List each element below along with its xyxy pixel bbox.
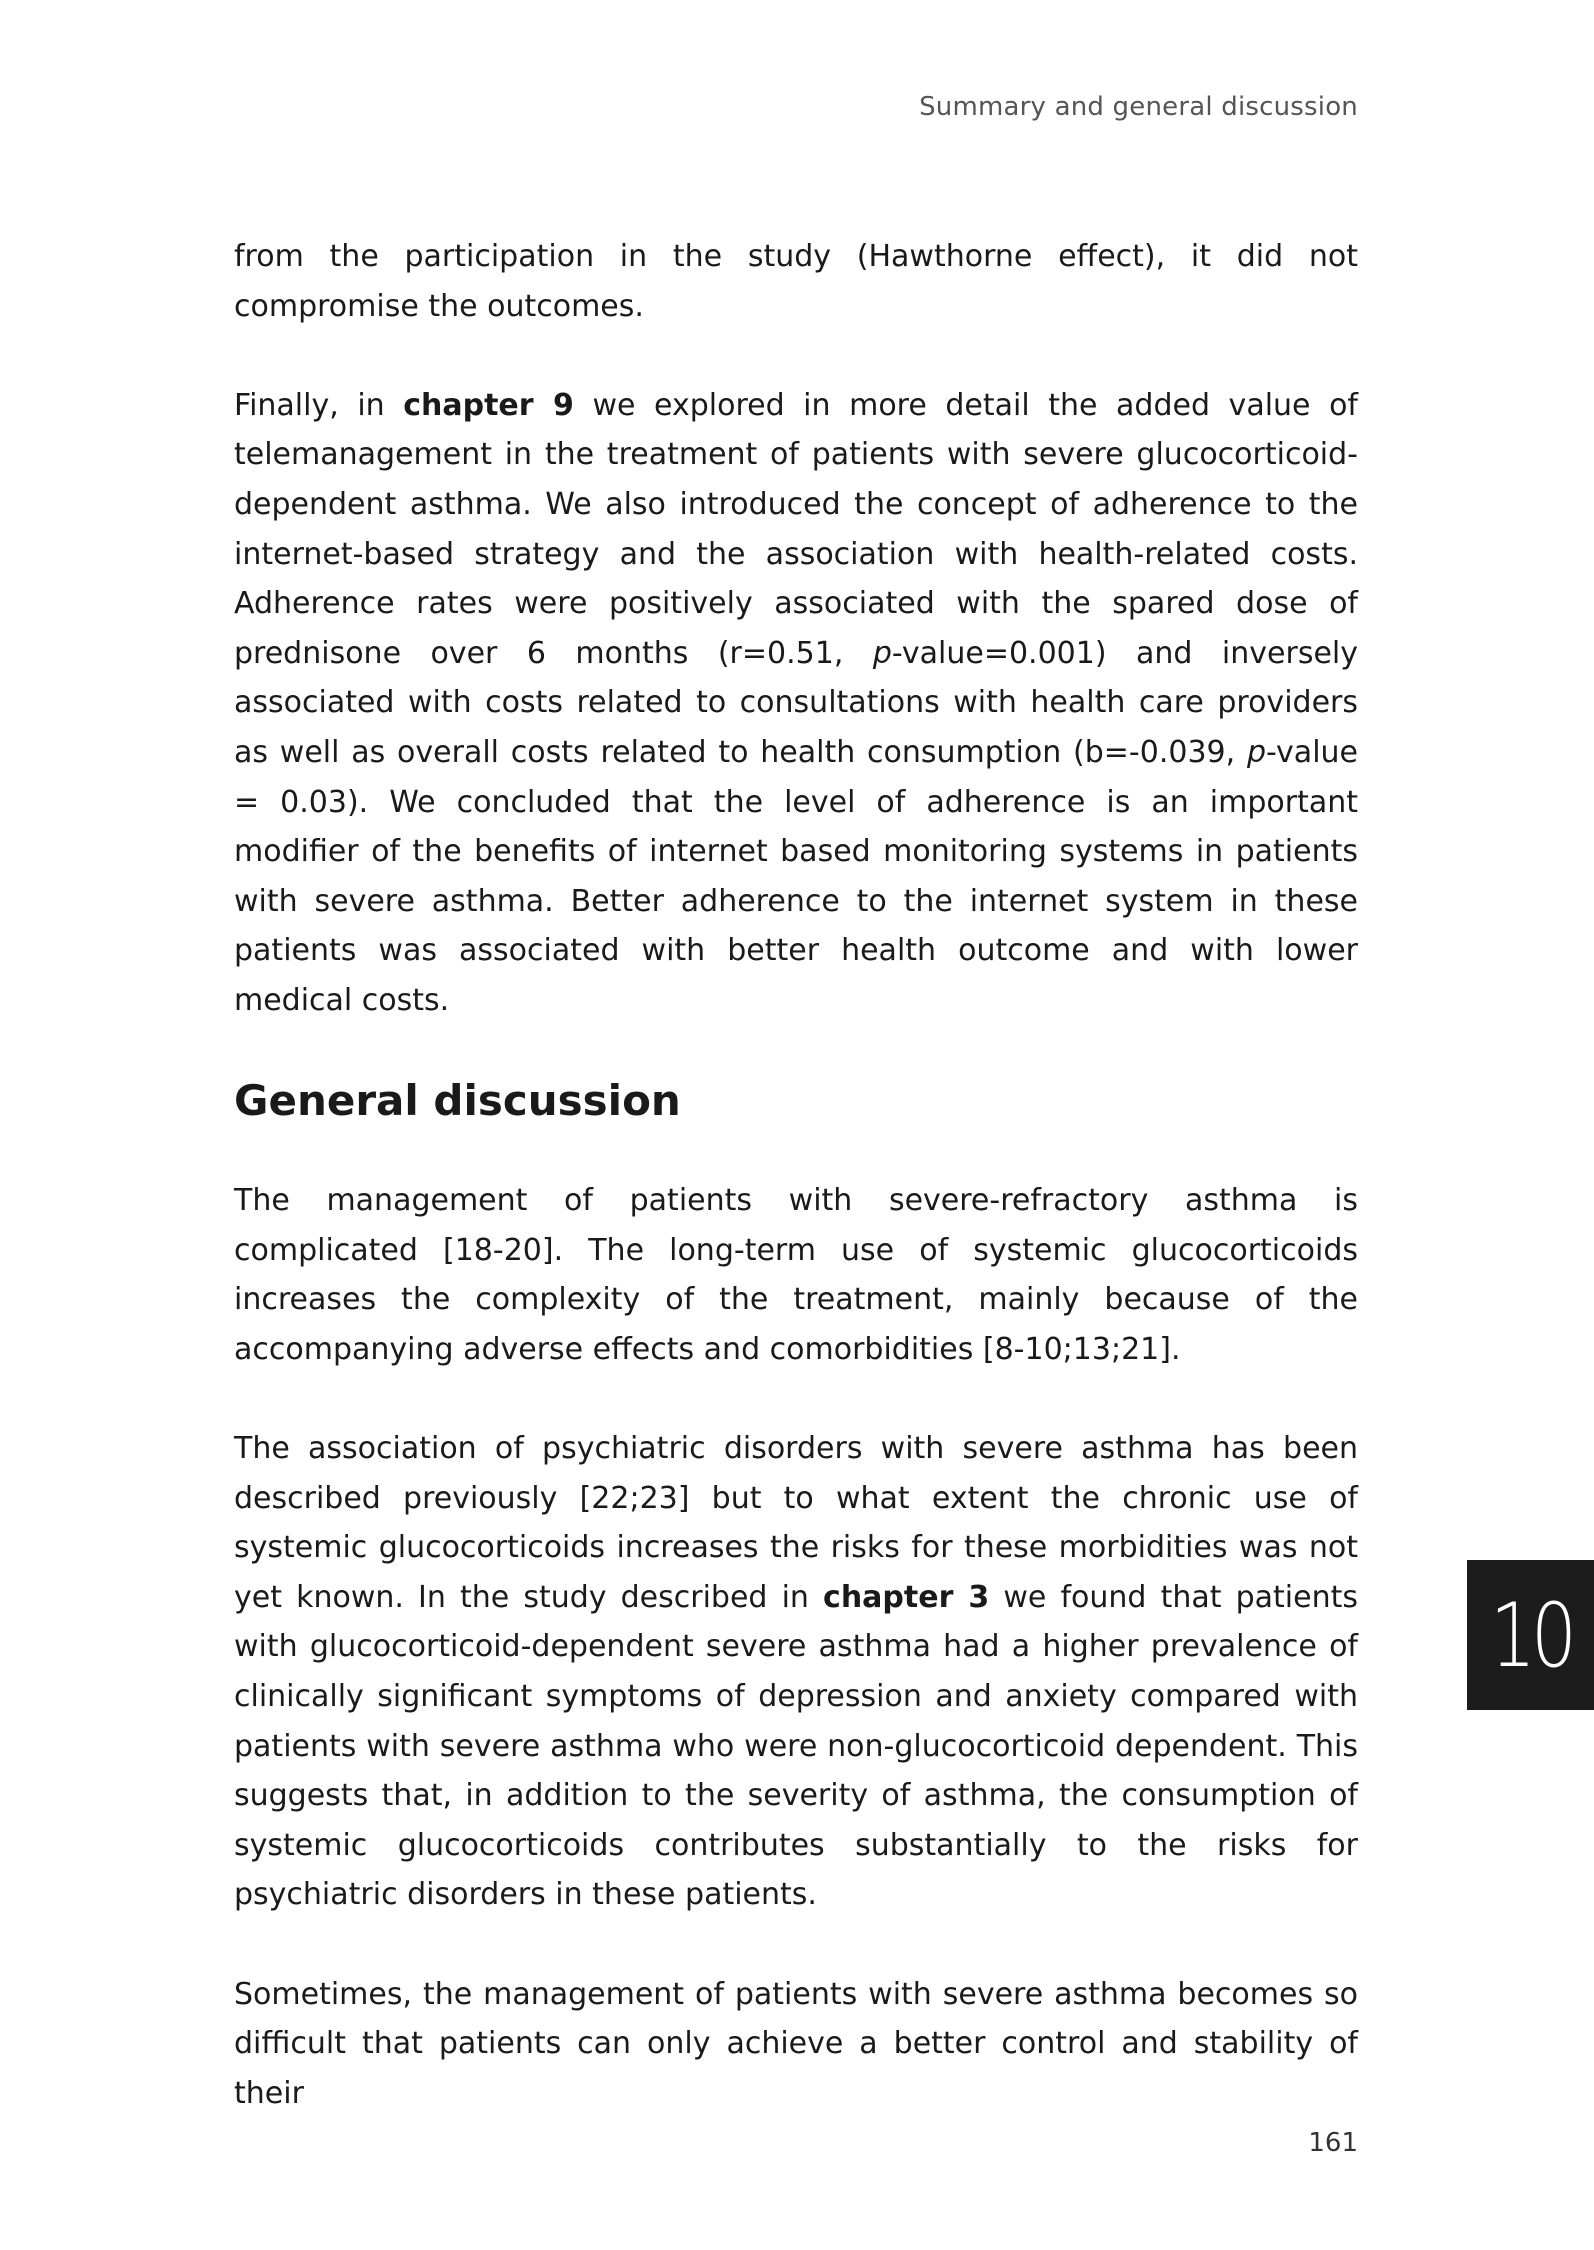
text-run: we found that patients with glucocorticoid-dependent severe asthma had a higher prevalence of clinically significant symptoms of depression and anxiety compared with patients with severe asthma who were non-glucocorticoid dependent. This suggests that, in addition to the severity of asthma, the consumption of systemic glucocorticoids contributes substantially to the risks for psychiatric disorders in these patients. [234, 1579, 1358, 1913]
text-run: -value = 0.03). We concluded that the level of adherence is an important modifier of the benefits of internet based monitoring systems in patients with severe asthma. Better adherence to the internet system in these patients was associated with better health outcome and with lower medical costs. [234, 734, 1358, 1018]
running-head: Summary and general discussion [919, 92, 1358, 122]
section-heading: General discussion [234, 1076, 681, 1126]
text-run: -value=0.001) and inversely associated with costs related to consultations with health care providers as well as overall costs related to health consumption (b=-0.039, [234, 635, 1358, 770]
paragraph-management: The management of patients with severe-refractory asthma is complicated [18-20]. The long-term use of systemic glucocorticoids increases the complexity of the treatment, mainly because of the accompanying adverse effects and comorbidities [8-10;13;21]. [234, 1183, 1358, 1367]
italic-p: p [1246, 734, 1267, 770]
text-run: we explored in more detail the added value of telemanagement in the treatment of patients with severe glucocorticoid-dependent asthma. We also introduced the concept of adherence to the internet-based strategy and the association with health-related costs. Adherence rates were positively associated with the spared dose of prednisone over 6 months (r=0.51, [234, 387, 1358, 671]
text-run: Finally, in [234, 387, 404, 423]
chapter-tab [1467, 1560, 1594, 1710]
page-body [234, 232, 1358, 2168]
page-number: 161 [1308, 2128, 1358, 2158]
chapter-reference: chapter 9 [403, 387, 574, 423]
paragraph-sometimes: Sometimes, the management of patients with severe asthma becomes so difficult that patients can only achieve a better control and stability of their [234, 1976, 1358, 2111]
chapter-number: 10 [1489, 1583, 1572, 1687]
chapter-reference: chapter 3 [823, 1579, 990, 1615]
paragraph-chapter-9-summary [234, 381, 1358, 1026]
text-run: The association of psychiatric disorders with severe asthma has been described previously [22;23] but to what extent the chronic use of systemic glucocorticoids increases the risks for these morbidities was not yet known. In the study described in [234, 1431, 1358, 1615]
italic-p: p [872, 635, 892, 671]
paragraph-psychiatric [234, 1424, 1358, 1920]
paragraph-continuation: from the participation in the study (Hawthorne effect), it did not compromise the outcomes. [234, 239, 1358, 324]
